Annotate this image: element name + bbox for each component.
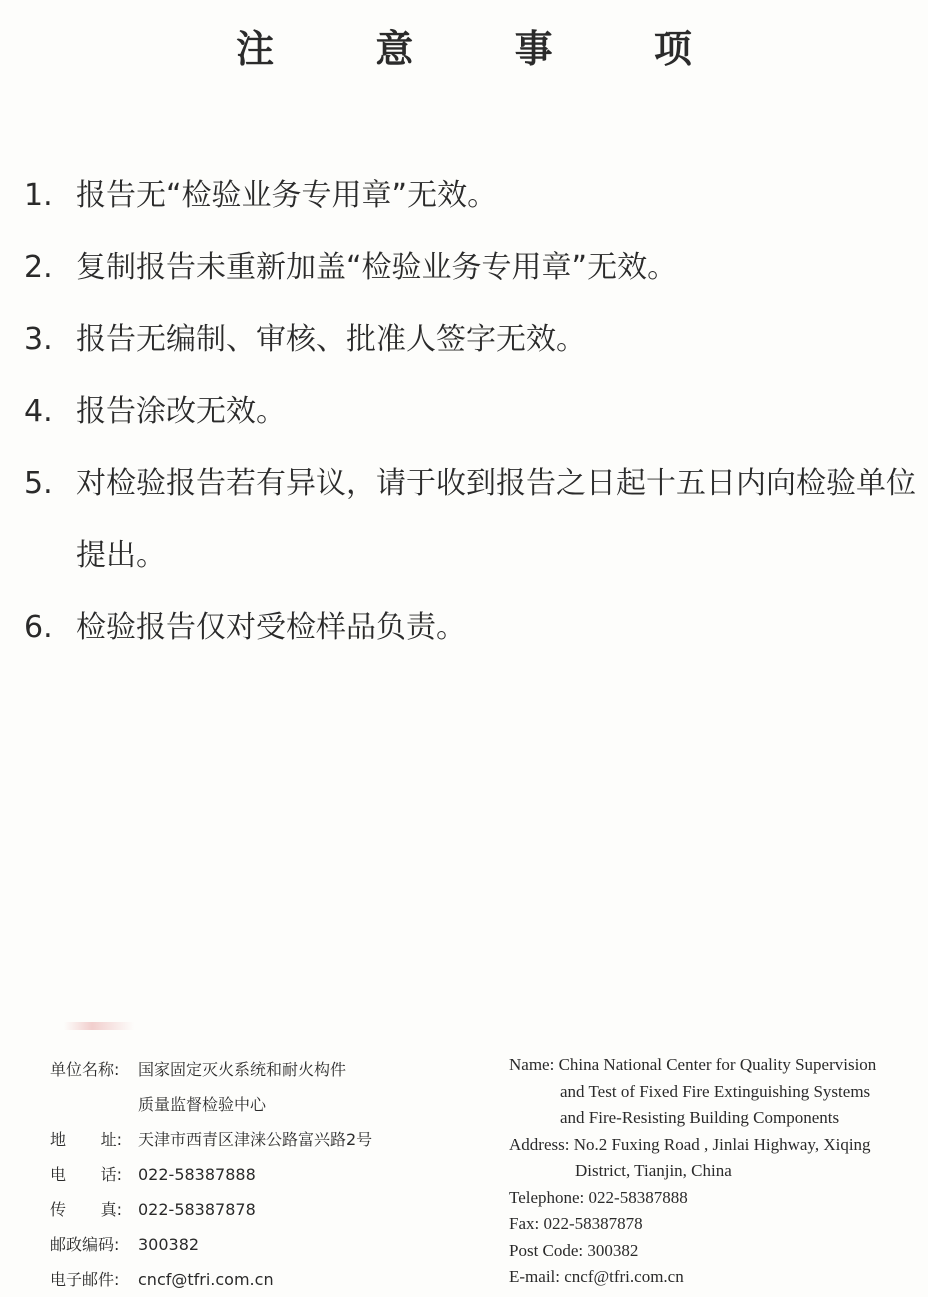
unit-name-line2: 质量监督检验中心: [138, 1095, 267, 1114]
address-row: [50, 1122, 480, 1157]
address-label: 地 址:: [50, 1130, 122, 1149]
en-address-line2: District, Tianjin, China: [575, 1161, 732, 1180]
contact-info-english: [509, 1052, 919, 1291]
note-number: 1.: [24, 178, 53, 213]
en-telephone: Telephone: 022-58387888: [509, 1187, 688, 1207]
note-item: [24, 232, 924, 304]
note-text: 对检验报告若有异议，请于收到报告之日起十五日内向检验单位提出。: [76, 466, 916, 573]
note-number: 4.: [24, 394, 53, 429]
email-label: 电子邮件:: [50, 1270, 120, 1289]
email-value: cncf@tfri.com.cn: [138, 1270, 274, 1289]
note-item: [24, 448, 924, 592]
en-name-line2: and Test of Fixed Fire Extinguishing Systems: [560, 1081, 871, 1101]
en-post-code: Post Code: 300382: [509, 1240, 639, 1260]
post-value: 300382: [138, 1235, 200, 1254]
en-name-line3: and Fire-Resisting Building Components: [560, 1108, 840, 1127]
fax-row: [50, 1192, 480, 1227]
note-item: [24, 592, 924, 664]
fax-label: 传 真:: [50, 1200, 122, 1219]
en-fax: Fax: 022-58387878: [509, 1214, 643, 1233]
post-row: [50, 1227, 480, 1262]
unit-label: 单位名称:: [50, 1060, 120, 1079]
page-title: 注 意 事 项: [236, 27, 736, 71]
note-text: 报告涂改无效。: [76, 394, 286, 429]
post-label: 邮政编码:: [50, 1235, 120, 1254]
note-text: 报告无“检验业务专用章”无效。: [76, 178, 498, 213]
note-text: 报告无编制、审核、批准人签字无效。: [76, 322, 586, 357]
ink-smudge: [64, 1022, 134, 1030]
unit-row-2: [50, 1087, 480, 1122]
unit-name-line1: 国家固定灭火系统和耐火构件: [138, 1060, 347, 1079]
note-number: 2.: [24, 250, 53, 285]
en-email: E-mail: cncf@tfri.com.cn: [509, 1267, 684, 1286]
email-row: [50, 1262, 480, 1297]
note-item: [24, 160, 924, 232]
fax-value: 022-58387878: [138, 1200, 256, 1219]
note-number: 5.: [24, 466, 53, 501]
phone-row: [50, 1157, 480, 1192]
en-name-line1: Name: China National Center for Quality Supervision: [509, 1055, 877, 1074]
unit-row: [50, 1052, 480, 1087]
note-item: [24, 376, 924, 448]
contact-info-chinese: [50, 1052, 480, 1297]
note-number: 3.: [24, 322, 53, 357]
phone-value: 022-58387888: [138, 1165, 256, 1184]
address-value: 天津市西青区津涞公路富兴路2号: [138, 1130, 373, 1149]
phone-label: 电 话:: [50, 1165, 122, 1184]
en-address-line1: Address: No.2 Fuxing Road , Jinlai Highway, Xiqing: [509, 1134, 871, 1154]
note-text: 复制报告未重新加盖“检验业务专用章”无效。: [76, 250, 678, 285]
notes-list: [24, 160, 924, 664]
note-text: 检验报告仅对受检样品负责。: [76, 610, 466, 645]
note-number: 6.: [24, 610, 53, 645]
note-item: [24, 304, 924, 376]
